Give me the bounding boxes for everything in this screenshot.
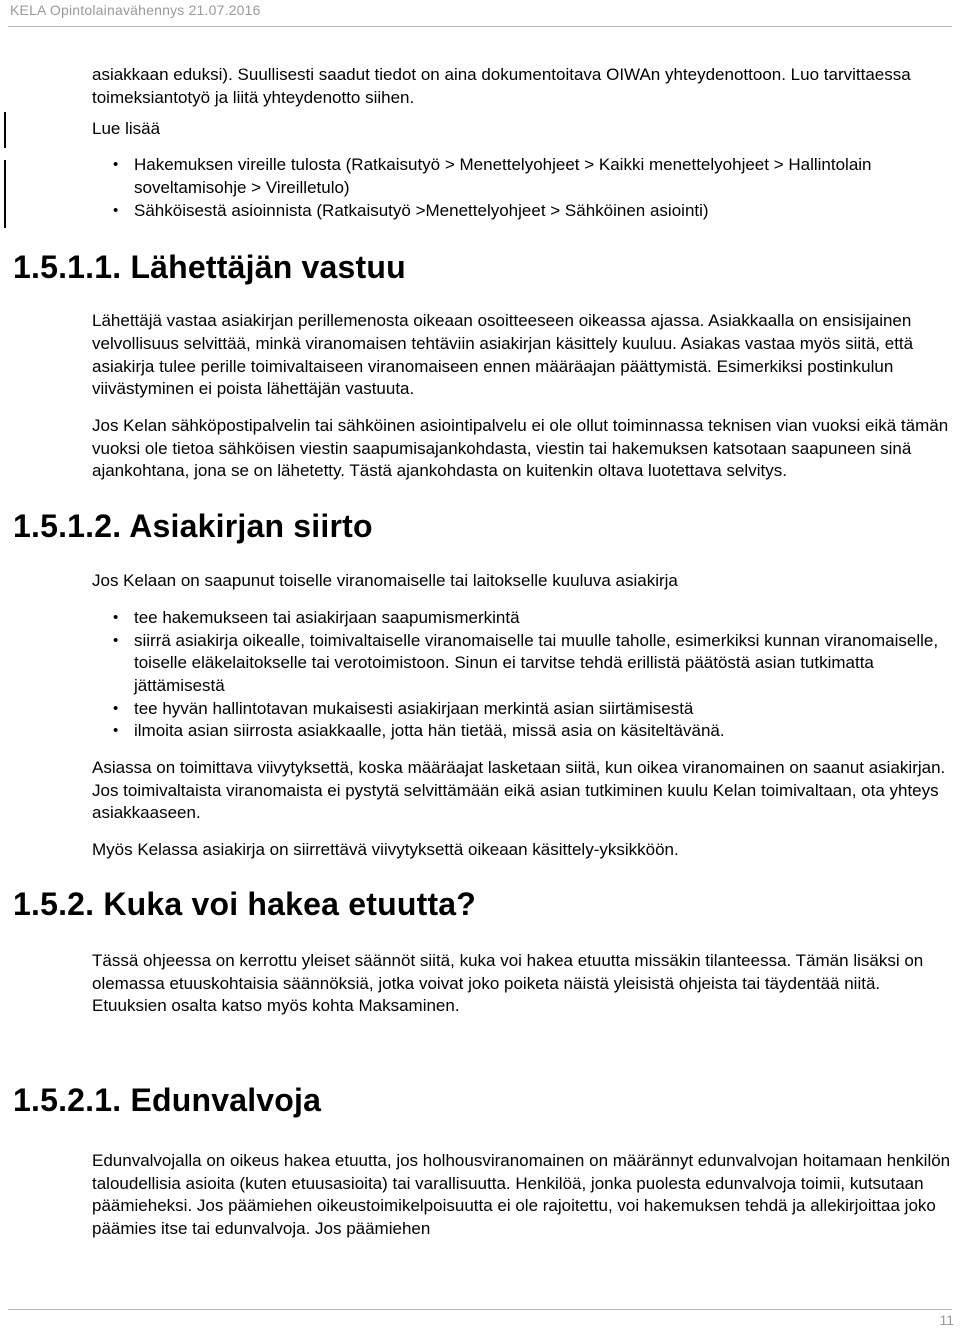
list-item: • siirrä asiakirja oikealle, toimivaltaiselle viranomaiselle tai muulle taholle, esimerkiksi kunnan viranomaiselle, toiselle eläkelaitokselle tai verotoimistoon. Sinun ei tarvitse tehdä erillistä päätöstä asian tutkimatta jättämisestä [92, 630, 954, 698]
header-divider [8, 26, 952, 27]
paragraph: Myös Kelassa asiakirja on siirrettävä viivytyksettä oikeaan käsittely-yksikköön. [92, 840, 679, 860]
intro-paragraph: asiakkaan eduksi). Suullisesti saadut tiedot on aina dokumentoitava OIWAn yhteydenottoon. Luo tarvittaessa toimeksiantotyö ja liitä yhteydenotto siihen. [92, 65, 911, 107]
list-item: • tee hyvän hallintotavan mukaisesti asiakirjaan merkintä asian siirtämisestä [92, 698, 954, 721]
read-more-label: Lue lisää [92, 119, 161, 139]
document-body [13, 64, 954, 1241]
section-heading-1511: 1.5.1.1. Lähettäjän vastuu [13, 249, 406, 286]
section-heading-1521: 1.5.2.1. Edunvalvoja [13, 1081, 322, 1118]
list-item: • tee hakemukseen tai asiakirjaan saapumismerkintä [92, 607, 954, 630]
read-more-link[interactable]: • Sähköisestä asioinnista (Ratkaisutyö >Menettelyohjeet > Sähköinen asiointi) [92, 200, 954, 223]
list-item: • ilmoita asian siirrosta asiakkaalle, jotta hän tietää, missä asia on käsiteltävänä. [92, 720, 954, 743]
paragraph: Lähettäjä vastaa asiakirjan perillemenosta oikeaan osoitteeseen oikeassa ajassa. Asiakkaalla on ensisijainen velvollisuus selvittää, minkä viranomaisen tehtäviin asiakirjan käsittely kuuluu. Asiakas vastaa myös siitä, että asiakirja tulee perille toimivaltaiseen viranomaiseen ennen määräajan päättymistä. Esimerkiksi postinkulun viivästyminen ei poista lähettäjän vastuuta. [92, 311, 914, 399]
document-header: KELA Opintolainavähennys 21.07.2016 [10, 2, 261, 18]
section-heading-1512: 1.5.1.2. Asiakirjan siirto [13, 508, 373, 545]
paragraph: Edunvalvojalla on oikeus hakea etuutta, jos holhousviranomainen on määrännyt edunvalvojan hoitamaan henkilön taloudellisia asioita (kuten etuusasioita) tai varallisuutta. Henkilöä, jonka puolesta edunvalvoja toimii, kutsutaan päämieheksi. Jos päämiehen oikeustoimikelpoisuutta ei ole rajoitettu, voi hakemuksen tehdä ja allekirjoittaa joko päämies itse tai edunvalvoja. Jos päämiehen [92, 1150, 951, 1239]
change-bar [4, 112, 6, 148]
footer-divider [8, 1309, 952, 1310]
paragraph: Asiassa on toimittava viivytyksettä, koska määräajat lasketaan siitä, kun oikea viranomainen on saanut asiakirjan. Jos toimivaltaista viranomaista ei pystytä selvittämään eikä asian tutkiminen kuulu Kelan toimivaltaan, ota yhteys asiakkaaseen. [92, 758, 946, 823]
paragraph: Jos Kelaan on saapunut toiselle viranomaiselle tai laitokselle kuuluva asiakirja [92, 571, 678, 591]
paragraph: Tässä ohjeessa on kerrottu yleiset säännöt siitä, kuka voi hakea etuutta missäkin tilanteessa. Tämän lisäksi on olemassa etuuskohtaisia säännöksiä, jotka voivat joko poiketa näistä yleisistä ohjeista tai täydentää niitä. Etuuksien osalta katso myös kohta Maksaminen. [92, 950, 924, 1016]
change-bar [4, 160, 6, 228]
paragraph: Jos Kelan sähköpostipalvelin tai sähköinen asiointipalvelu ei ole ollut toiminnassa teknisen vian vuoksi eikä tämän vuoksi ole tietoa sähköisen viestin saapumisajankohdasta, viestin tai hakemuksen katsotaan saapuneen sinä ajankohtana, jona se on lähetetty. Tästä ajankohdasta on kuitenkin oltava luotettava selvitys. [92, 416, 949, 481]
transfer-steps-list [92, 607, 954, 743]
section-heading-152: 1.5.2. Kuka voi hakea etuutta? [13, 885, 477, 922]
read-more-list [92, 154, 954, 222]
read-more-link[interactable]: • Hakemuksen vireille tulosta (Ratkaisutyö > Menettelyohjeet > Kaikki menettelyohjeet > Hallintolain soveltamisohje > Vireilletulo) [92, 154, 954, 199]
page-number: 11 [939, 1312, 954, 1328]
